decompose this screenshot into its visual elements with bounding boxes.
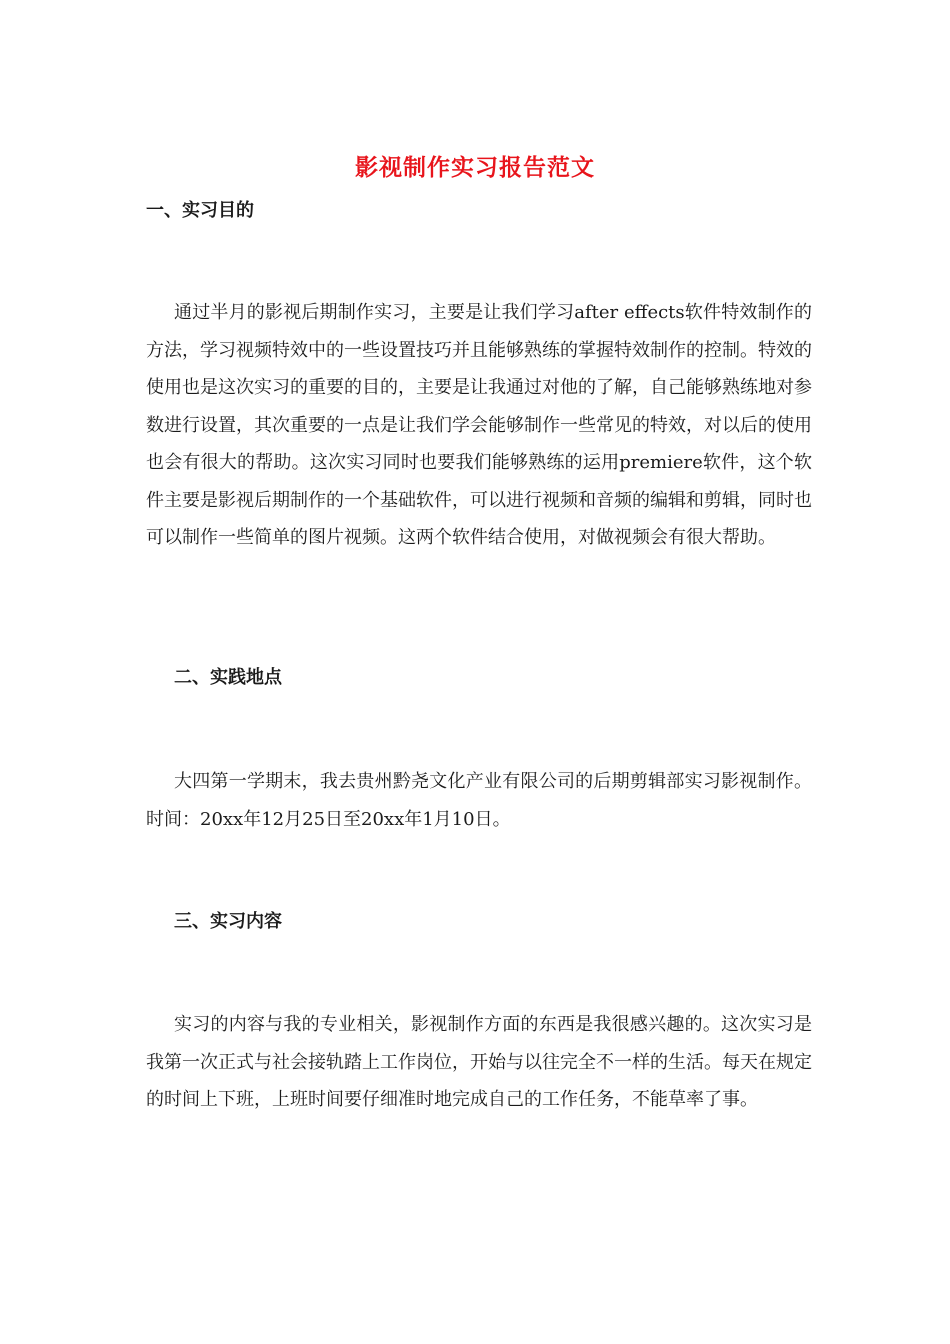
section-heading-location: 二、实践地点 [174, 667, 282, 688]
section-paragraph-purpose: 通过半月的影视后期制作实习，主要是让我们学习after effects软件特效制作的方法，学习视频特效中的一些设置技巧并且能够熟练的掌握特效制作的控制。特效的使用也是这次实习的重要的目的，主要是让我通过对他的了解，自己能够熟练地对参数进行设置，其次重要的一点是让我们学会能够制作一些常见的特效，对以后的使用也会有很大的帮助。这次实习同时也要我们能够熟练的运用premiere软件，这个软件主要是影视后期制作的一个基础软件，可以进行视频和音频的编辑和剪辑，同时也可以制作一些简单的图片视频。这两个软件结合使用，对做视频会有很大帮助。 [146, 302, 812, 548]
section-heading-content: 三、实习内容 [174, 911, 282, 932]
section-paragraph-content: 实习的内容与我的专业相关，影视制作方面的东西是我很感兴趣的。这次实习是我第一次正式与社会接轨踏上工作岗位，开始与以往完全不一样的生活。每天在规定的时间上下班，上班时间要仔细准时地完成自己的工作任务，不能草率了事。 [146, 1014, 812, 1110]
section-heading-purpose: 一、实习目的 [146, 200, 254, 221]
document-title: 影视制作实习报告范文 [355, 154, 595, 181]
section-paragraph-location: 大四第一学期末，我去贵州黔尧文化产业有限公司的后期剪辑部实习影视制作。 时间：20xx年12月25日至20xx年1月10日。 [146, 771, 812, 830]
